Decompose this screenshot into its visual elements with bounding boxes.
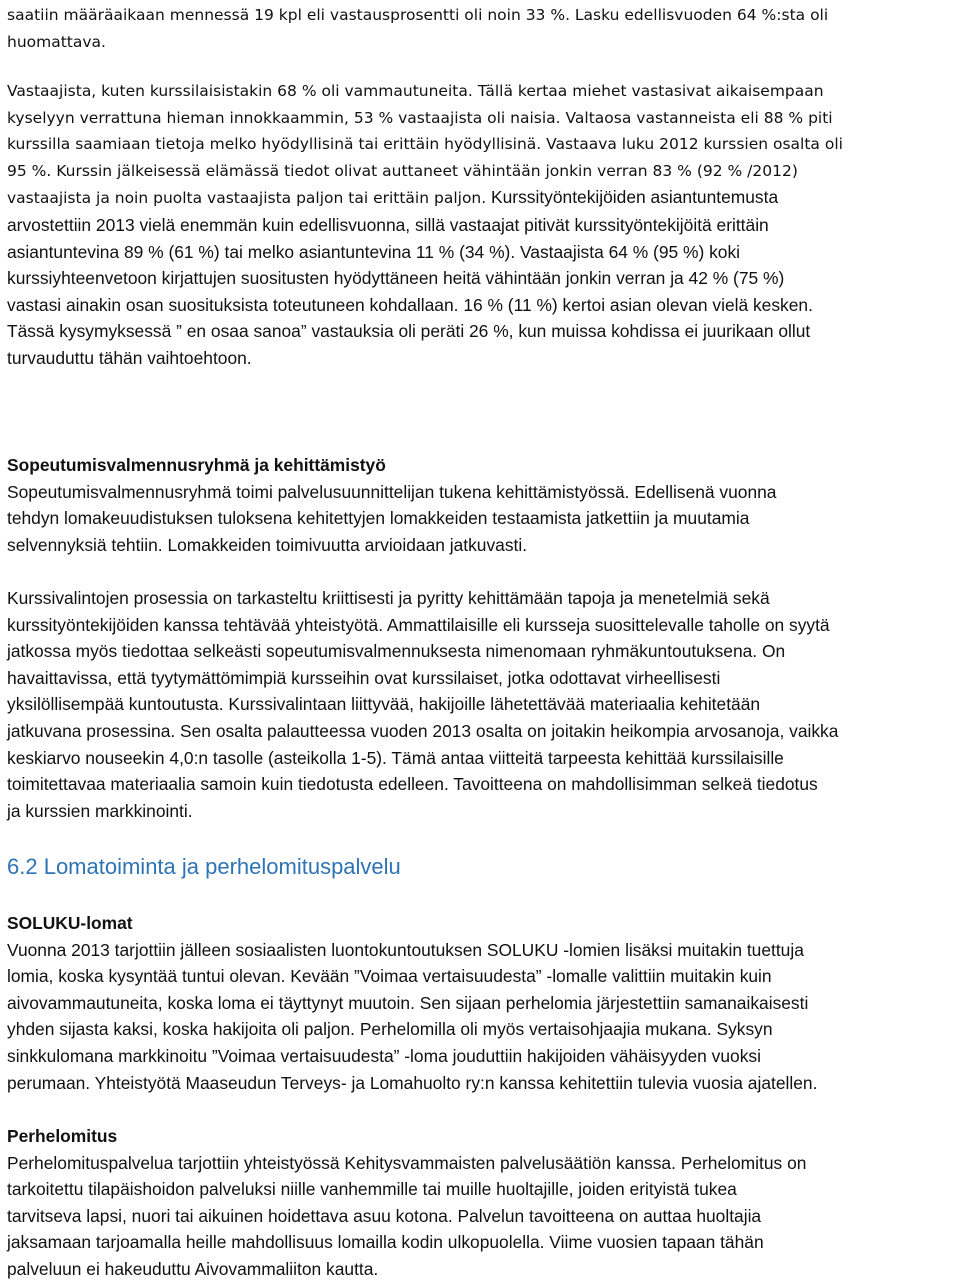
text-line: jaksamaan tarjoamalla heille mahdollisuus lomailla kodin ulkopuolella. Viime vuosien tapaan tähän bbox=[7, 1232, 764, 1253]
text-line: jatkuvana prosessina. Sen osalta palautteessa vuoden 2013 osalta on joitakin heikompia arvosanoja, vaikka bbox=[7, 720, 839, 741]
text-line: ja kurssien markkinointi. bbox=[7, 800, 193, 821]
text-line: Vuonna 2013 tarjottiin jälleen sosiaalisten luontokuntoutuksen SOLUKU -lomien lisäksi muitakin tuettuja bbox=[7, 939, 804, 960]
text-line: arvostettiin 2013 vielä enemmän kuin edellisvuonna, sillä vastaajat pitivät kurssityöntekijöitä erittäin bbox=[7, 214, 769, 235]
text-line: toimitettavaa materiaalia samoin kuin tiedotusta edelleen. Tavoitteena on mahdollisimman selkeä tiedotus bbox=[7, 774, 818, 795]
survey-results-paragraph bbox=[7, 78, 843, 372]
text-segment: vastaajista ja noin puolta vastaajista paljon tai erittäin paljon. bbox=[7, 189, 487, 208]
text-line: jatkossa myös tiedottaa selkeästi sopeutumisvalmennuksesta nimenomaan ryhmäkuntoutuksena. On bbox=[7, 641, 786, 662]
text-line: yhden sijasta kaksi, koska hakijoita oli paljon. Perhelomilla oli myös vertaisohjaajia mukana. Syksyn bbox=[7, 1019, 773, 1040]
kurssivalinnat-paragraph bbox=[7, 585, 838, 824]
text-line: kurssiyhteenvetoon kirjattujen suositusten hyödyttäneen heitä vähintään jonkin verran ja 42 % (75 %) bbox=[7, 268, 785, 289]
text-line: tarkoitettu tilapäishoidon palveluksi niille vanhemmille tai muille huoltajille, joiden erityistä tukea bbox=[7, 1179, 737, 1200]
text-line: sinkkulomana markkinoitu ”Voimaa vertaisuudesta” -loma jouduttiin hakijoiden vähäisyyden vuoksi bbox=[7, 1045, 761, 1066]
text-line: Perhelomituspalvelua tarjottiin yhteistyössä Kehitysvammaisten palvelusäätiön kanssa. Perhelomitus on bbox=[7, 1152, 807, 1173]
text-line: kyselyyn verrattuna hieman innokkaammin, 53 % vastaajista oli naisia. Valtaosa vastanneista eli 88 % piti bbox=[7, 108, 833, 127]
text-segment: Kurssityöntekijöiden asiantuntemusta bbox=[486, 187, 779, 208]
text-line: Kurssivalintojen prosessia on tarkasteltu kriittisesti ja pyritty kehittämään tapoja ja menetelmiä sekä bbox=[7, 588, 770, 608]
text-line: turvauduttu tähän vaihtoehtoon. bbox=[7, 347, 252, 368]
text-line: asiantuntevina 89 % (61 %) tai melko asiantuntevina 11 % (34 %). Vastaajista 64 % (95 %) koki bbox=[7, 241, 741, 262]
text-line: huomattava. bbox=[7, 32, 106, 51]
text-line: yksilöllisempää kuntoutusta. Kurssivalintaan liittyvää, hakijoille lähetettävää materiaalia kehitetään bbox=[7, 694, 761, 715]
text-line: Sopeutumisvalmennusryhmä toimi palvelusuunnittelijan tukena kehittämistyössä. Edellisenä vuonna bbox=[7, 481, 777, 502]
text-line: kurssityöntekijöiden kanssa tehtävää yhteistyötä. Ammattilaisille eli kursseja suosittelevalle taholle on syytä bbox=[7, 614, 830, 635]
text-line bbox=[7, 184, 843, 212]
text-line: saatiin määräaikaan mennessä 19 kpl eli vastausprosentti oli noin 33 %. Lasku edellisvuoden 64 %:sta oli bbox=[7, 6, 829, 24]
text-line: Tässä kysymyksessä ” en osaa sanoa” vastauksia oli peräti 26 %, kun muissa kohdissa ei juurikaan ollut bbox=[7, 321, 811, 342]
text-line: kurssilla saamiaan tietoja melko hyödyllisinä tai erittäin hyödyllisinä. Vastaava luku 2012 kurssien osalta oli bbox=[7, 135, 843, 154]
text-line: selvennyksiä tehtiin. Lomakkeiden toimivuutta arvioidaan jatkuvasti. bbox=[7, 534, 528, 555]
section-perhelomitus bbox=[7, 1123, 806, 1283]
section-6-2-heading bbox=[7, 852, 401, 882]
text-line: perumaan. Yhteistyötä Maaseudun Terveys- ja Lomahuolto ry:n kanssa kehitettiin tulevia vuosia ajatellen. bbox=[7, 1072, 818, 1093]
section-title: Lomatoiminta ja perhelomituspalvelu bbox=[37, 854, 401, 879]
text-line: palveluun ei hakeuduttu Aivovammaliiton kautta. bbox=[7, 1258, 379, 1279]
text-line: 95 %. Kurssin jälkeisessä elämässä tiedot olivat auttaneet vähintään jonkin verran 83 % (92 % /2012) bbox=[7, 161, 798, 180]
section-heading: SOLUKU-lomat bbox=[7, 913, 133, 933]
text-line: lomia, koska kysyntää tuntui olevan. Kevään ”Voimaa vertaisuudesta” -lomalle valittiin muitakin kuin bbox=[7, 966, 772, 987]
text-line: keskiarvo nouseekin 4,0:n tasolle (asteikolla 1-5). Tämä antaa viitteitä tarpeesta kehittää kurssilaisille bbox=[7, 747, 784, 768]
text-line: tarvitseva lapsi, nuori tai aikuinen hoidettava asuu kotona. Palvelun tavoitteena on auttaa huoltajia bbox=[7, 1205, 762, 1226]
section-sopeutumisvalmennus bbox=[7, 452, 776, 558]
intro-paragraph bbox=[7, 2, 828, 55]
text-line: aivovammautuneita, koska loma ei täyttynyt muutoin. Sen sijaan perhelomia järjestettiin samanaikaisesti bbox=[7, 992, 809, 1013]
text-line: vastasi ainakin osan suosituksista toteutuneen kohdallaan. 16 % (11 %) kertoi asian olevan vielä kesken. bbox=[7, 294, 813, 315]
section-soluku-lomat bbox=[7, 910, 817, 1096]
text-line: tehdyn lomakeuudistuksen tuloksena kehitettyjen lomakkeiden testaamista jatkettiin ja muutamia bbox=[7, 508, 750, 529]
section-number: 6.2 bbox=[7, 854, 38, 879]
text-line: havaittavissa, että tyytymättömimpiä kursseihin ovat kurssilaiset, jotka odottavat virheellisesti bbox=[7, 667, 721, 688]
text-line: Vastaajista, kuten kurssilaisistakin 68 % oli vammautuneita. Tällä kertaa miehet vastasivat aikaisempaan bbox=[7, 82, 824, 100]
section-heading: Sopeutumisvalmennusryhmä ja kehittämistyö bbox=[7, 455, 386, 475]
section-heading: Perhelomitus bbox=[7, 1126, 118, 1146]
